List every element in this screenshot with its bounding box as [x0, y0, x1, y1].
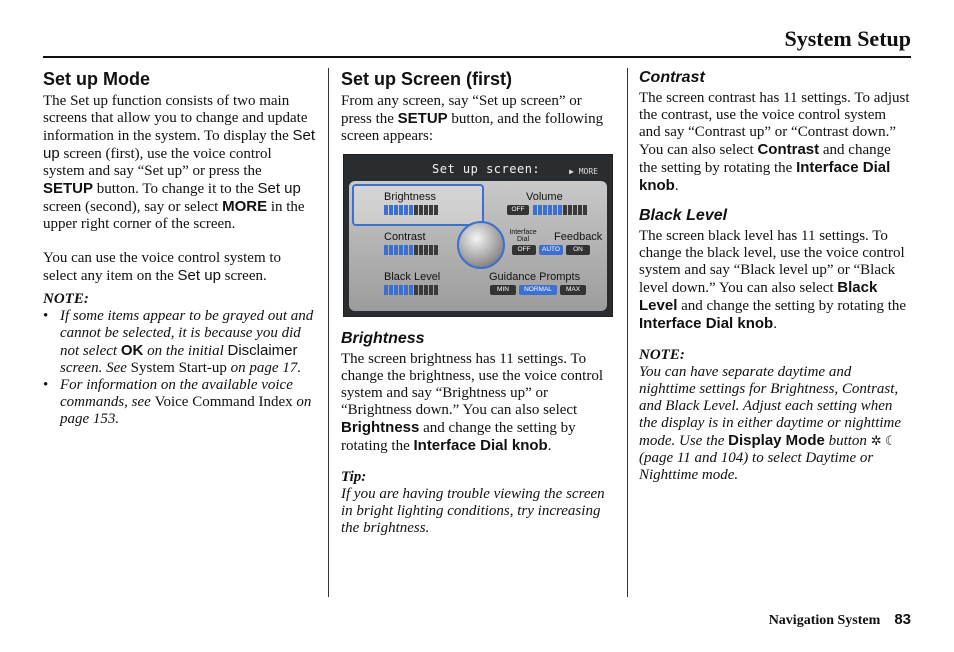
- sun-moon-icon: ✲ ☾: [870, 433, 897, 448]
- heading-set-up-mode: Set up Mode: [43, 69, 150, 89]
- footer-section: Navigation System: [768, 613, 881, 628]
- feedback-auto-option: AUTO: [539, 245, 563, 255]
- black-level-paragraph: The screen black level has 11 settings. To change the black level, use the voice control system and say “Black level up” or “Black level down.” You can also select Black Level and change the setting by rotating the Interface Dial knob.: [639, 228, 907, 332]
- black-level-bar: [384, 285, 438, 295]
- interface-dial-label: Interface Dial: [509, 229, 537, 243]
- column-set-up-mode: [43, 68, 315, 428]
- brightness-paragraph: The screen brightness has 11 settings. To change the brightness, use the voice control system and say “Brightness up” or “Brightness down.” You can also select Brightness and change the setting by rotating the Interface Dial knob.: [341, 351, 604, 454]
- note-label: NOTE:: [43, 291, 89, 307]
- set-up-screen-intro: From any screen, say “Set up screen” or press the SETUP button, and the following screen appears:: [341, 93, 604, 144]
- screen-contrast-label: Contrast: [384, 231, 426, 243]
- note-bullet-grayed-items: • If some items appear to be grayed out and cannot be selected, it is because you did not select OK on the initial Disclaimer screen. See System Start-up on page 17.: [43, 308, 315, 377]
- screen-black-level-label: Black Level: [384, 271, 441, 283]
- note-bullet-voice-commands: • For information on the available voice commands, see Voice Command Index on page 153.: [43, 377, 315, 428]
- note-label-col3: NOTE:: [639, 347, 685, 363]
- volume-level-bar: [533, 205, 587, 215]
- heading-contrast: Contrast: [639, 69, 705, 86]
- column-divider-1: [328, 68, 329, 597]
- guidance-normal-option: NORMAL: [519, 285, 557, 295]
- brightness-level-bar: [384, 205, 438, 215]
- screen-feedback-label: Feedback: [554, 231, 603, 243]
- setup-panel: [349, 181, 607, 311]
- contrast-level-bar: [384, 245, 438, 255]
- heading-black-level: Black Level: [639, 207, 728, 224]
- heading-brightness: Brightness: [341, 330, 425, 347]
- guidance-max-option: MAX: [560, 285, 586, 295]
- header-rule: [43, 56, 911, 58]
- contrast-paragraph: The screen contrast has 11 settings. To adjust the contrast, use the voice control system and say “Contrast up” or “Contrast down.” You can also select Contrast and change the setting by rotating the Interface Dial knob.: [639, 90, 910, 194]
- volume-off-option: OFF: [507, 205, 529, 215]
- tip-text: If you are having trouble viewing the screen in bright lighting conditions, try increasing the brightness.: [341, 486, 605, 536]
- page-title: System Setup: [784, 26, 911, 51]
- page-number: 83: [894, 611, 911, 628]
- note-display-mode: You can have separate daytime and nighttime settings for Brightness, Contrast, and Black Level. Adjust each setting when the display is in either daytime or nighttime mode. Use the Display Mode button ✲ ☾ (page 11 and 104) to select Daytime or Nighttime mode.: [639, 364, 902, 483]
- feedback-on-option: ON: [566, 245, 590, 255]
- screen-volume-label: Volume: [526, 191, 563, 203]
- guidance-min-option: MIN: [490, 285, 516, 295]
- page-footer: [769, 611, 911, 629]
- column-contrast-black-level: [639, 68, 911, 484]
- set-up-mode-paragraph: The Set up function consists of two main screens that allow you to change and update information in the system. To display the Set up screen (first), use the voice control system and say “Set up” or press the SETUP button. To change it to the Set up screen (second), say or select MORE in the upper right corner of the screen.: [43, 93, 315, 232]
- voice-control-paragraph: You can use the voice control system to select any item on the Set up screen.: [43, 250, 282, 284]
- column-divider-2: [627, 68, 628, 597]
- setup-screen-illustration: [343, 154, 613, 317]
- interface-dial-knob-icon: [457, 221, 505, 269]
- screen-brightness-label: Brightness: [384, 191, 436, 203]
- heading-set-up-screen: Set up Screen (first): [341, 69, 513, 89]
- feedback-off-option: OFF: [512, 245, 536, 255]
- screen-more-label: ▶ MORE: [569, 167, 598, 176]
- screen-guidance-prompts-label: Guidance Prompts: [489, 271, 581, 283]
- tip-label: Tip:: [341, 469, 367, 485]
- screen-title: Set up screen:: [432, 162, 541, 176]
- column-set-up-screen: [341, 68, 615, 537]
